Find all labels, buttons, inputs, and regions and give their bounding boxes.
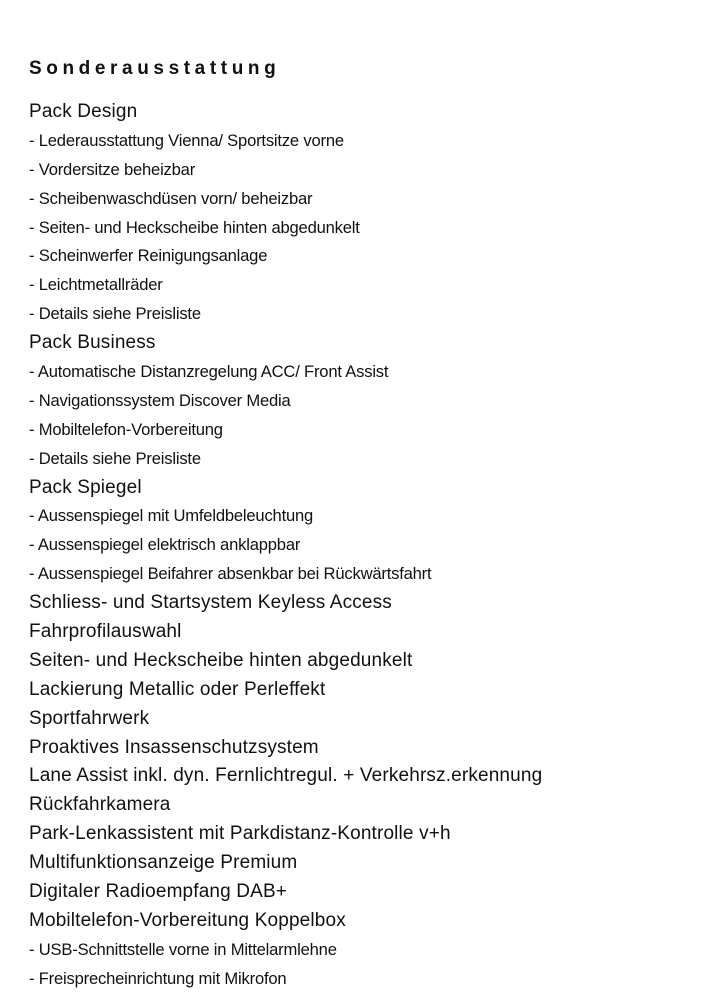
equipment-item: Mobiltelefon-Vorbereitung Koppelbox — [29, 909, 346, 931]
equipment-item: Pack Design — [29, 101, 138, 122]
equipment-item: - Scheinwerfer Reinigungsanlage — [29, 246, 268, 266]
equipment-item: Multifunktionsanzeige Premium — [29, 852, 298, 874]
equipment-item: - Seiten- und Heckscheibe hinten abgedunkelt — [29, 217, 360, 237]
equipment-item: - Automatische Distanzregelung ACC/ Front Assist — [29, 362, 389, 382]
equipment-item: - Details siehe Preisliste — [29, 304, 201, 324]
equipment-item: - Navigationssystem Discover Media — [29, 390, 291, 410]
equipment-list — [29, 98, 689, 994]
equipment-item: - Vordersitze beheizbar — [29, 159, 196, 179]
equipment-item: - Lederausstattung Vienna/ Sportsitze vorne — [29, 130, 344, 150]
section-heading: Sonderausstattung — [29, 58, 281, 79]
equipment-item: Pack Spiegel — [29, 476, 142, 498]
equipment-item: Proaktives Insassenschutzsystem — [29, 736, 319, 758]
equipment-item: - Freisprecheinrichtung mit Mikrofon — [29, 968, 287, 988]
equipment-item: Rückfahrkamera — [29, 794, 171, 816]
equipment-item: - Details siehe Preisliste — [29, 448, 201, 468]
equipment-item: Sportfahrwerk — [29, 707, 150, 729]
equipment-item: - Scheibenwaschdüsen vorn/ beheizbar — [29, 188, 313, 208]
equipment-item: Pack Business — [29, 332, 156, 354]
equipment-item: Lackierung Metallic oder Perleffekt — [29, 678, 326, 700]
equipment-item: - Leichtmetallräder — [29, 275, 163, 295]
document-page — [29, 56, 689, 994]
equipment-item: - Aussenspiegel mit Umfeldbeleuchtung — [29, 506, 314, 526]
equipment-item: Seiten- und Heckscheibe hinten abgedunkelt — [29, 649, 413, 671]
equipment-item: Digitaler Radioempfang DAB+ — [29, 881, 288, 903]
equipment-item: - Aussenspiegel Beifahrer absenkbar bei Rückwärtsfahrt — [29, 564, 432, 584]
equipment-item: - Mobiltelefon-Vorbereitung — [29, 419, 223, 439]
equipment-item: - Aussenspiegel elektrisch anklappbar — [29, 535, 301, 555]
equipment-item: Lane Assist inkl. dyn. Fernlichtregul. + Verkehrsz.erkennung — [29, 765, 543, 787]
equipment-item: Schliess- und Startsystem Keyless Access — [29, 592, 392, 614]
equipment-item: Fahrprofilauswahl — [29, 621, 182, 643]
equipment-item: Park-Lenkassistent mit Parkdistanz-Kontrolle v+h — [29, 823, 451, 845]
equipment-item: - USB-Schnittstelle vorne in Mittelarmlehne — [29, 939, 337, 959]
